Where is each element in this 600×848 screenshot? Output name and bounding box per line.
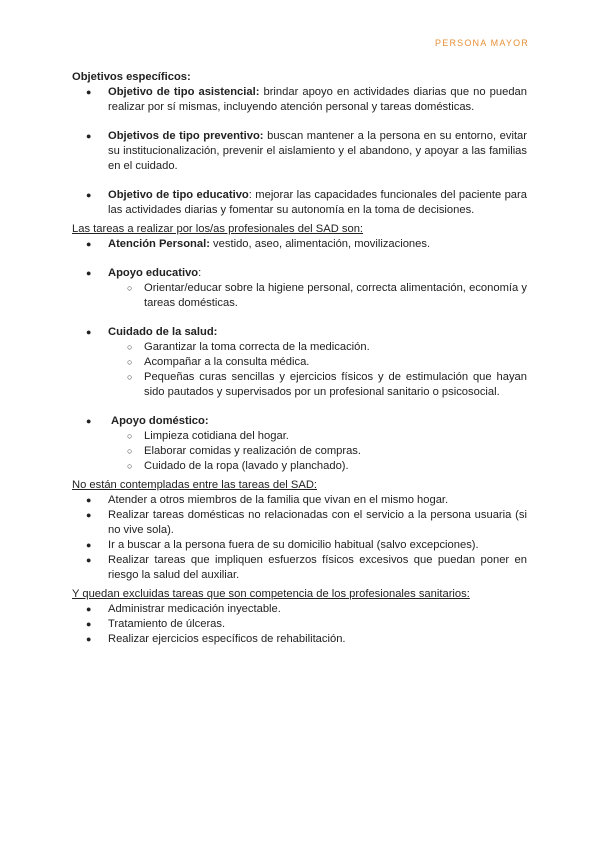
excluded-list xyxy=(72,602,527,647)
list-item xyxy=(72,414,527,429)
sub-list-item: ○ Pequeñas curas sencillas y ejercicios físicos y de estimulación que hayan sido pautados y supervisados por un profesional sanitario o psicosocial. xyxy=(72,370,527,400)
task-label: Atención Personal: xyxy=(108,238,210,250)
list-item: ● Realizar tareas que impliquen esfuerzos físicos excesivos que puedan poner en riesgo la salud del auxiliar. xyxy=(72,553,527,583)
objective-label: Objetivo de tipo educativo xyxy=(108,189,249,201)
objective-label: Objetivos de tipo preventivo: xyxy=(108,130,264,142)
excluded-heading: Y quedan excluidas tareas que son competencia de los profesionales sanitarios: xyxy=(72,588,470,600)
list-item xyxy=(72,237,527,252)
list-item xyxy=(72,325,527,340)
sub-list-item: ○ Acompañar a la consulta médica. xyxy=(72,355,527,370)
objective-text: buscan mantener a la persona en su entorno, evitar su institucionalización, prevenir el aislamiento y el abandono, y apoyar a las familias en el cuidado. xyxy=(108,130,527,172)
list-item xyxy=(72,188,527,218)
objective-text: brindar apoyo en actividades diarias que no puedan realizar por sí mismas, incluyendo atención personal y tareas domésticas. xyxy=(108,86,527,113)
sub-list-item: ○ Garantizar la toma correcta de la medicación. xyxy=(72,340,527,355)
objective-text: : mejorar las capacidades funcionales del paciente para las actividades diarias y fomentar su autonomía en la toma de decisiones. xyxy=(108,189,527,216)
list-item xyxy=(72,129,527,174)
list-item xyxy=(72,85,527,115)
sub-list-item: ○ Cuidado de la ropa (lavado y planchado). xyxy=(72,459,527,474)
list-item: ● Tratamiento de úlceras. xyxy=(72,617,527,632)
tasks-heading: Las tareas a realizar por los/as profesionales del SAD son: xyxy=(72,223,364,235)
list-item: ● Administrar medicación inyectable. xyxy=(72,602,527,617)
task-label: Apoyo doméstico: xyxy=(111,415,209,427)
list-item: ● Ir a buscar a la persona fuera de su domicilio habitual (salvo excepciones). xyxy=(72,538,527,553)
tasks-list xyxy=(72,237,527,474)
objective-label: Objetivo de tipo asistencial: xyxy=(108,86,260,98)
page-header: PERSONA MAYOR xyxy=(435,38,529,48)
task-label: Apoyo educativo xyxy=(108,267,199,279)
list-item xyxy=(72,266,527,281)
sub-list-item: ○ Limpieza cotidiana del hogar. xyxy=(72,429,527,444)
task-text: : xyxy=(198,267,202,279)
task-text: vestido, aseo, alimentación, movilizaciones. xyxy=(209,238,431,250)
task-label: Cuidado de la salud: xyxy=(108,326,218,338)
list-item: ● Atender a otros miembros de la familia que vivan en el mismo hogar. xyxy=(72,493,527,508)
objectives-heading: Objetivos específicos: xyxy=(72,71,191,83)
objectives-list xyxy=(72,85,527,218)
document-body xyxy=(72,70,527,647)
sub-list-item: ○ Elaborar comidas y realización de compras. xyxy=(72,444,527,459)
not-included-heading: No están contempladas entre las tareas del SAD: xyxy=(72,479,318,491)
sub-list-item: ○ Orientar/educar sobre la higiene personal, correcta alimentación, economía y tareas domésticas. xyxy=(72,281,527,311)
list-item: ● Realizar tareas domésticas no relacionadas con el servicio a la persona usuaria (si no vive sola). xyxy=(72,508,527,538)
not-included-list xyxy=(72,493,527,583)
list-item: ● Realizar ejercicios específicos de rehabilitación. xyxy=(72,632,527,647)
